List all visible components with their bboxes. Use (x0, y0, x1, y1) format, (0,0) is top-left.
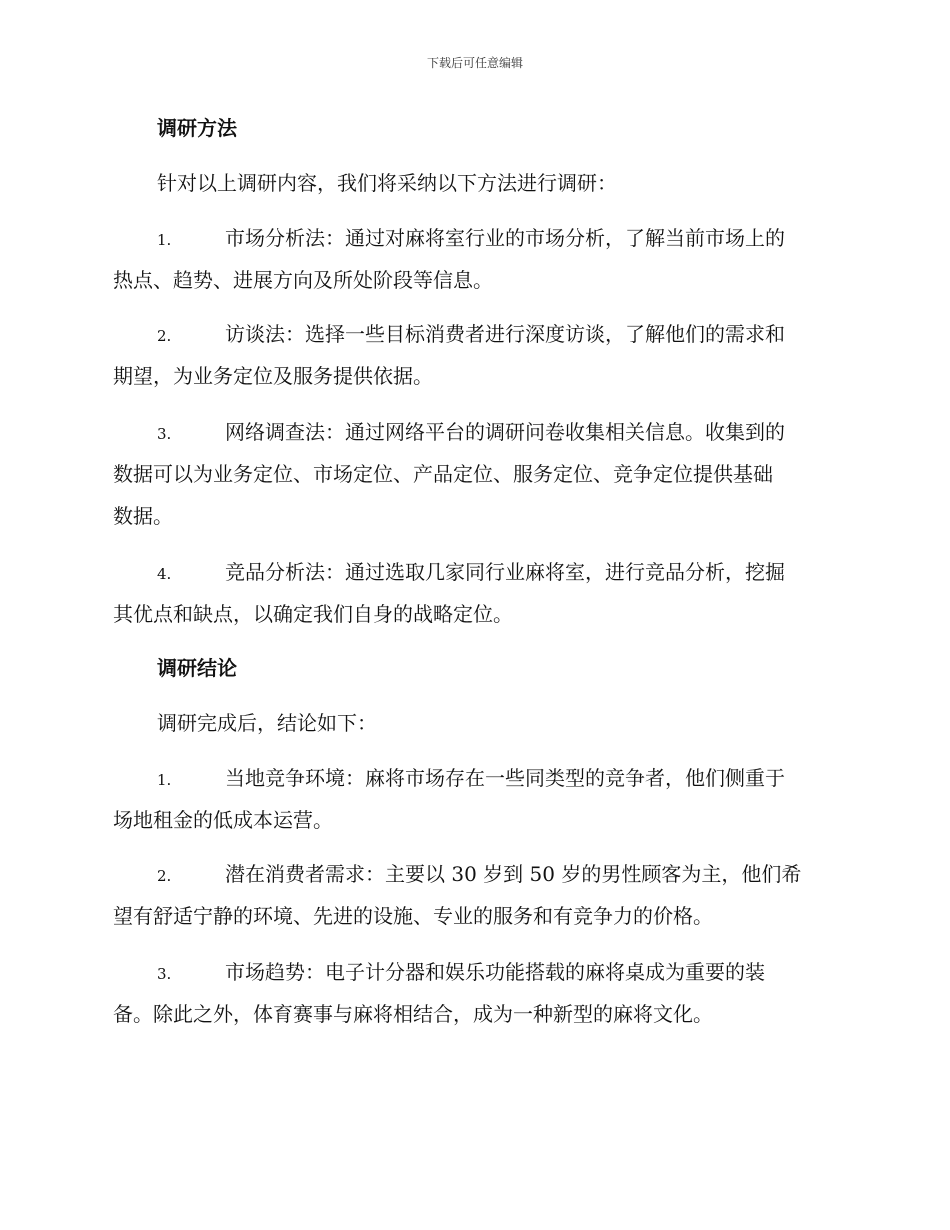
list-item-text: 当地竞争环境：麻将市场存在一些同类型的竞争者，他们侧重于 (225, 766, 785, 790)
list-item-line (113, 266, 833, 308)
list-item-line (113, 860, 833, 902)
list-item-number: 2. (157, 867, 172, 885)
list-item-text: 市场趋势：电子计分器和娱乐功能搭载的麻将桌成为重要的装 (225, 960, 765, 984)
list-item (113, 764, 833, 848)
list-item-line (113, 902, 833, 944)
list-item-line (113, 362, 833, 404)
list-item-number: 1. (157, 231, 172, 249)
list-item-line (113, 600, 833, 642)
list-item-line (113, 806, 833, 848)
list-item-line (113, 418, 833, 460)
list-item (113, 418, 833, 544)
list-item-number: 4. (157, 565, 172, 583)
list-item-line (113, 958, 833, 1000)
list-item-number: 3. (157, 425, 172, 443)
list-item-text: 网络调查法：通过网络平台的调研问卷收集相关信息。收集到的 (225, 420, 785, 444)
list-item-text: 其优点和缺点，以确定我们自身的战略定位。 (113, 602, 513, 626)
list-item-text: 数据。 (113, 504, 173, 528)
section-heading-methods: 调研方法 (157, 116, 237, 140)
list-item-text: 期望，为业务定位及服务提供依据。 (113, 364, 433, 388)
list-item-text: 竞品分析法：通过选取几家同行业麻将室，进行竞品分析，挖掘 (225, 560, 785, 584)
list-item-number: 1. (157, 771, 172, 789)
section-intro-methods: 针对以上调研内容，我们将采纳以下方法进行调研： (157, 171, 617, 195)
list-item-text: 数据可以为业务定位、市场定位、产品定位、服务定位、竞争定位提供基础 (113, 462, 773, 486)
list-item-text: 访谈法：选择一些目标消费者进行深度访谈，了解他们的需求和 (225, 322, 785, 346)
list-item-text: 市场分析法：通过对麻将室行业的市场分析，了解当前市场上的 (225, 226, 785, 250)
list-item-line (113, 558, 833, 600)
list-item (113, 860, 833, 944)
list-item-line (113, 1000, 833, 1042)
list-item-number: 3. (157, 965, 172, 983)
section-heading-conclusions: 调研结论 (157, 656, 237, 680)
page-header: 下载后可任意编辑 (426, 56, 523, 70)
list-item-text: 场地租金的低成本运营。 (113, 808, 333, 832)
list-item-line (113, 764, 833, 806)
list-item-text: 潜在消费者需求：主要以 30 岁到 50 岁的男性顾客为主，他们希 (225, 862, 802, 886)
list-item (113, 224, 833, 308)
list-item (113, 958, 833, 1042)
section-intro-conclusions: 调研完成后，结论如下： (157, 711, 377, 735)
list-item-text: 备。除此之外，体育赛事与麻将相结合，成为一种新型的麻将文化。 (113, 1002, 713, 1026)
list-item-text: 望有舒适宁静的环境、先进的设施、专业的服务和有竞争力的价格。 (113, 904, 713, 928)
list-item-text: 热点、趋势、进展方向及所处阶段等信息。 (113, 268, 493, 292)
list-item (113, 558, 833, 642)
list-item-line (113, 502, 833, 544)
list-item (113, 320, 833, 404)
list-item-line (113, 224, 833, 266)
list-item-line (113, 320, 833, 362)
list-item-number: 2. (157, 327, 172, 345)
list-item-line (113, 460, 833, 502)
